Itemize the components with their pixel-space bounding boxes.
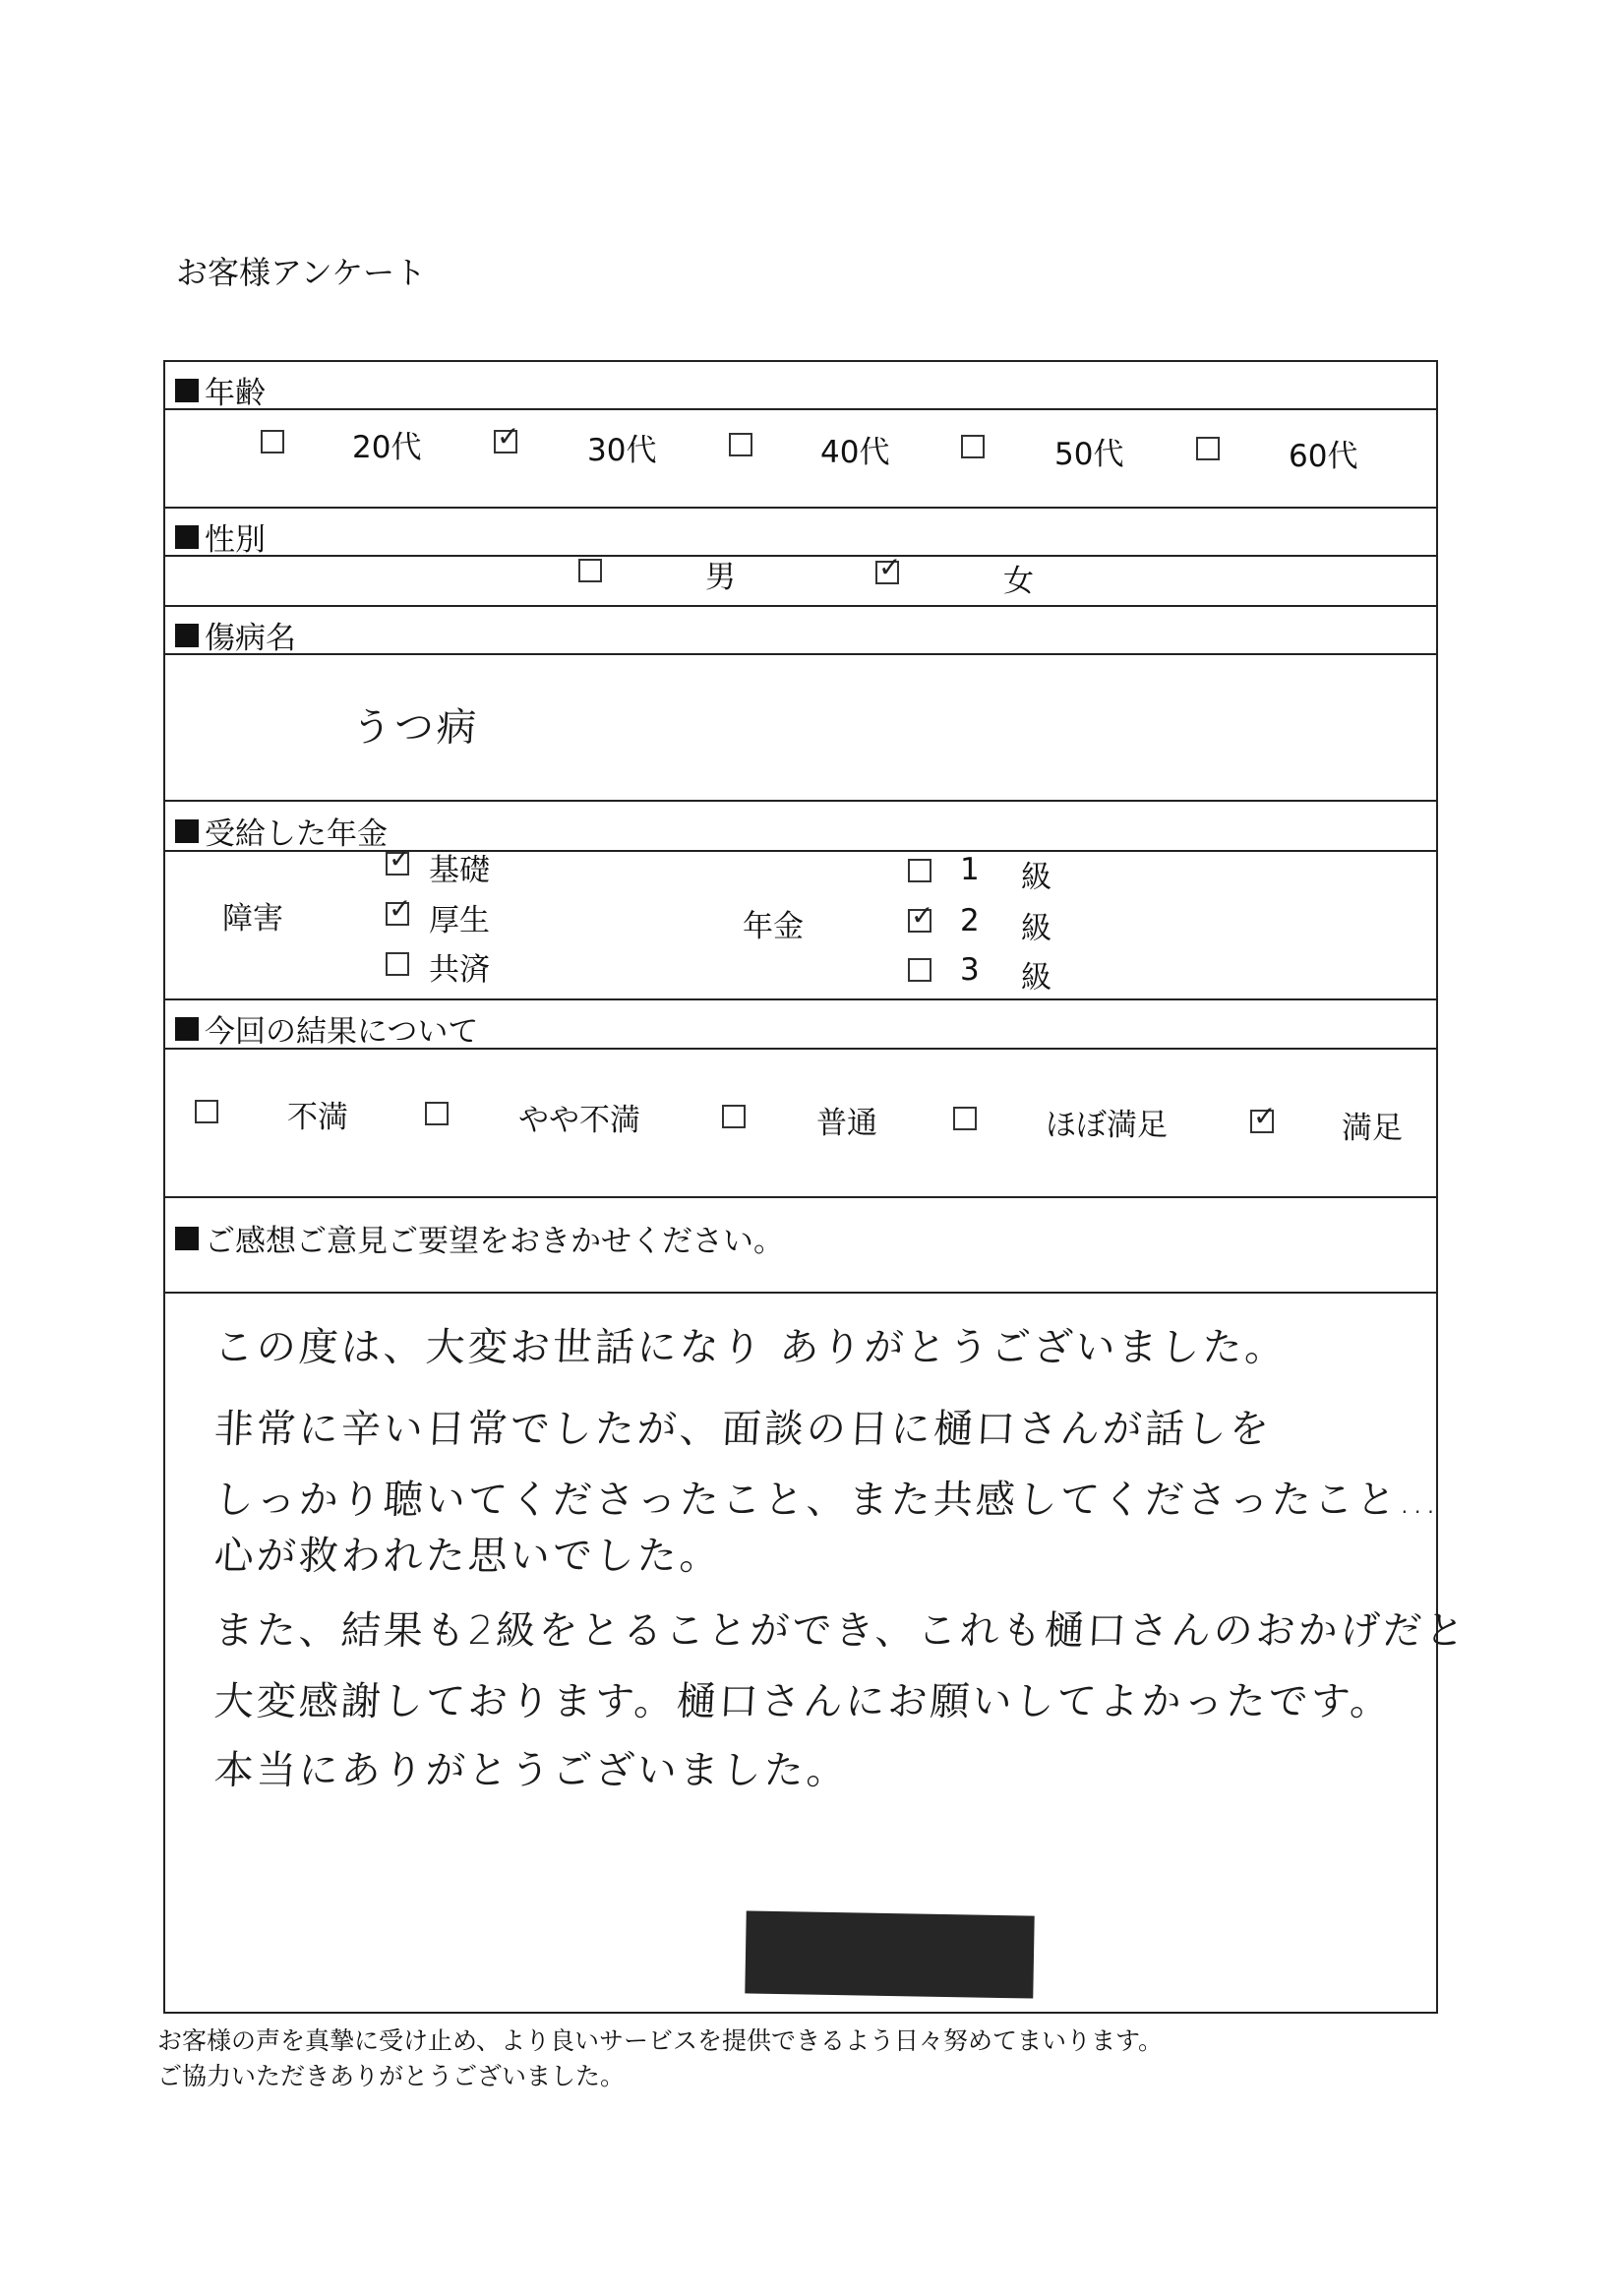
checkbox-somewhat-dissatisfied[interactable] xyxy=(425,1102,449,1125)
pension-type-option: 共済 xyxy=(429,952,490,988)
checkbox-20s[interactable] xyxy=(261,430,284,453)
comment-line: しっかり聴いてくださったこと、また共感してくださったこと… xyxy=(212,1478,1443,1523)
section-label: ご感想ご意見ご要望をおきかせください。 xyxy=(205,1224,784,1259)
grade-suffix: 級 xyxy=(1021,960,1051,996)
checkbox-male[interactable] xyxy=(578,559,602,582)
section-label: 今回の結果について xyxy=(205,1014,479,1050)
section-comments xyxy=(175,1216,784,1260)
section-age xyxy=(175,368,266,412)
section-gender xyxy=(175,514,266,559)
result-label: 普通 xyxy=(816,1106,877,1141)
section-result xyxy=(175,1006,478,1051)
grade-suffix: 級 xyxy=(1021,911,1051,946)
checkbox-neutral[interactable] xyxy=(722,1105,746,1128)
pension-grade-label: 年金 xyxy=(743,909,804,944)
checkbox-kyosai[interactable] xyxy=(386,952,409,976)
grade-number: 3 xyxy=(960,952,980,988)
checkbox-30s[interactable] xyxy=(494,430,517,453)
section-label: 傷病名 xyxy=(205,621,296,656)
checkbox-mostly-satisfied[interactable] xyxy=(953,1107,977,1130)
divider xyxy=(165,555,1436,557)
pension-type-option: 厚生 xyxy=(429,903,490,938)
square-bullet-icon xyxy=(175,525,199,549)
survey-table xyxy=(163,360,1469,2014)
age-label: 60代 xyxy=(1289,439,1358,474)
square-bullet-icon xyxy=(175,624,199,647)
age-label: 50代 xyxy=(1054,437,1124,472)
form-title: お客様アンケート xyxy=(176,254,427,291)
divider xyxy=(165,507,1436,509)
gender-label: 男 xyxy=(705,560,736,595)
checkbox-60s[interactable] xyxy=(1196,437,1220,460)
footer-note: お客様の声を真摯に受け止め、より良いサービスを提供できるよう日々努めてまいります。 xyxy=(157,2026,1164,2055)
gender-label: 女 xyxy=(1003,564,1034,599)
result-label: やや不満 xyxy=(518,1103,640,1138)
comment-line: 本当にありがとうございました。 xyxy=(212,1748,851,1793)
grade-suffix: 級 xyxy=(1021,860,1051,895)
pension-type-option: 基礎 xyxy=(429,853,490,888)
divider xyxy=(165,1196,1436,1198)
disease-value: うつ病 xyxy=(350,705,481,751)
result-label: 不満 xyxy=(287,1100,348,1135)
age-label: 30代 xyxy=(587,433,657,468)
divider xyxy=(165,1292,1436,1294)
checkbox-kiso[interactable] xyxy=(386,852,409,876)
comment-line: また、結果も2級をとることができ、これも樋口さんのおかげだと xyxy=(212,1608,1469,1654)
checkbox-satisfied[interactable] xyxy=(1250,1110,1274,1133)
checkbox-50s[interactable] xyxy=(961,435,985,458)
result-label: 満足 xyxy=(1342,1111,1403,1146)
divider xyxy=(165,408,1436,410)
divider xyxy=(165,605,1436,607)
square-bullet-icon xyxy=(175,1017,199,1041)
section-disease xyxy=(175,613,296,657)
section-pension xyxy=(175,809,388,853)
comment-line: この度は、大変お世話になり ありがとうございました。 xyxy=(212,1325,1289,1370)
section-label: 受給した年金 xyxy=(205,816,388,852)
comment-line: 心が救われた思いでした。 xyxy=(212,1534,724,1579)
checkbox-40s[interactable] xyxy=(729,433,752,456)
redacted-signature xyxy=(745,1910,1034,1998)
checkbox-grade-1[interactable] xyxy=(908,859,931,882)
comment-line: 大変感謝しております。樋口さんにお願いしてよかったです。 xyxy=(212,1679,1394,1724)
age-label: 20代 xyxy=(352,430,422,465)
divider xyxy=(165,998,1436,1000)
section-label: 性別 xyxy=(205,522,266,558)
checkbox-grade-2[interactable] xyxy=(908,909,931,933)
square-bullet-icon xyxy=(175,379,199,402)
comment-line: 非常に辛い日常でしたが、面談の日に樋口さんが話しを xyxy=(212,1407,1274,1452)
grade-number: 2 xyxy=(960,903,980,938)
footer-thanks: ご協力いただきありがとうございました。 xyxy=(157,2062,626,2090)
section-label: 年齢 xyxy=(205,376,266,411)
checkbox-kosei[interactable] xyxy=(386,902,409,926)
checkbox-grade-3[interactable] xyxy=(908,958,931,982)
checkbox-female[interactable] xyxy=(875,561,899,584)
square-bullet-icon xyxy=(175,819,199,843)
divider xyxy=(165,800,1436,802)
grade-number: 1 xyxy=(960,852,980,887)
checkbox-dissatisfied[interactable] xyxy=(195,1100,218,1123)
result-label: ほぼ満足 xyxy=(1046,1108,1168,1143)
square-bullet-icon xyxy=(175,1227,199,1250)
divider xyxy=(165,653,1436,655)
age-label: 40代 xyxy=(820,435,890,470)
pension-type-label: 障害 xyxy=(222,901,283,937)
